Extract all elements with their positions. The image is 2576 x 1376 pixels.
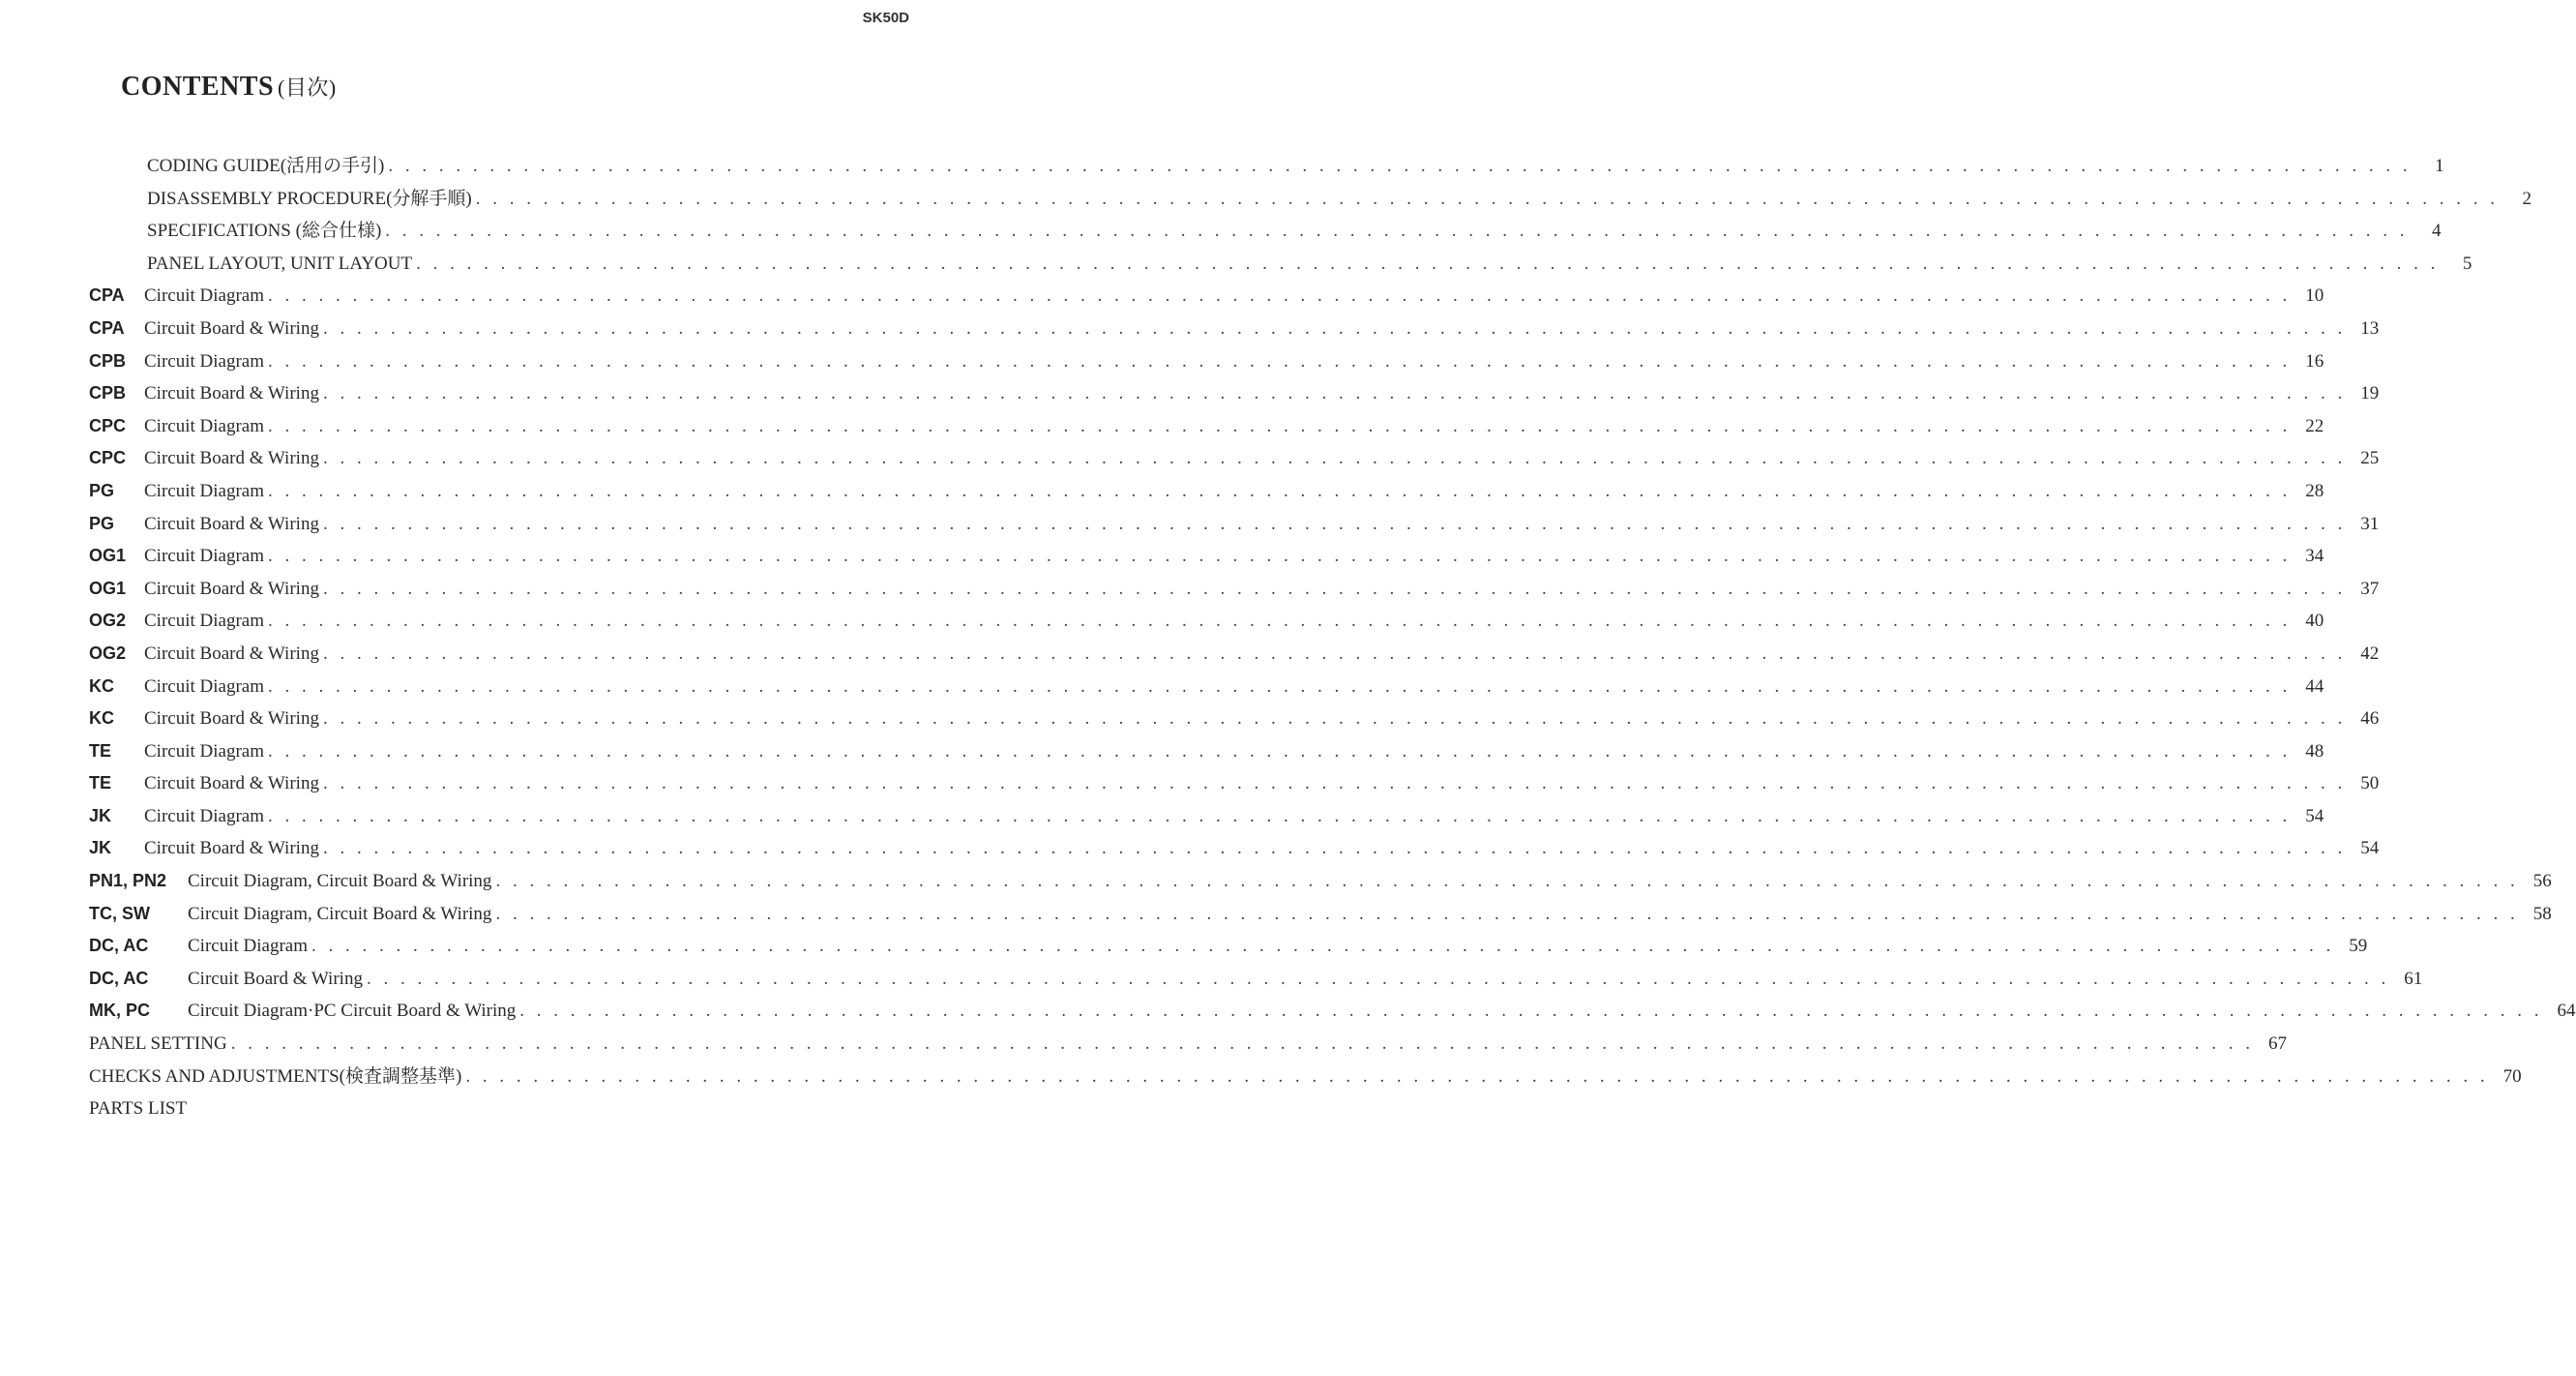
toc-entry[interactable] [89, 865, 2552, 898]
toc-entry-page: 22 [2305, 415, 2324, 436]
toc-entry-page: 54 [2360, 838, 2380, 859]
toc-entry-page: 67 [2267, 1033, 2287, 1055]
toc-entry-code: KC [89, 675, 114, 696]
toc-entry-label: Circuit Diagram, Circuit Board & Wiring [188, 871, 492, 892]
toc-entry-page: 28 [2305, 480, 2324, 501]
toc-entry-code: MK, PC [89, 1001, 150, 1021]
toc-entry-code: TE [89, 773, 112, 793]
dot-leader: . . . . . . . . . . . . . . . . . . . . . . . . . . . . . . . . . . . . . . . . . . . . . . . . . . . . . . . . . . . . . . . . . . . . . . . . . . . . . . . . . . . . . . . . . . . . . . . . . . . . . . . . . . . . . . . . . . . . . . . . [465, 1065, 2489, 1087]
title-japanese: (目次) [278, 75, 337, 100]
toc-entry-label: Circuit Diagram [144, 611, 264, 632]
toc-entry[interactable] [89, 573, 2380, 606]
toc-entry-page: 10 [2305, 285, 2324, 307]
toc-entry-page: 44 [2305, 675, 2324, 697]
toc-entry-label: Circuit Diagram·PC Circuit Board & Wiring [188, 1001, 517, 1022]
toc-entry[interactable] [89, 963, 2423, 996]
toc-entry-code: OG2 [89, 611, 127, 631]
toc-entry-label: Circuit Board & Wiring [144, 708, 319, 730]
dot-leader: . . . . . . . . . . . . . . . . . . . . . . . . . . . . . . . . . . . . . . . . . . . . . . . . . . . . . . . . . . . . . . . . . . . . . . . . . . . . . . . . . . . . . . . . . . . . . . . . . . . . . . . . . . . . . . . . . . . . . . . . [230, 1033, 2254, 1055]
toc-entry-page: 31 [2360, 513, 2380, 534]
toc-entry-label: Circuit Diagram [144, 740, 264, 762]
dot-leader: . . . . . . . . . . . . . . . . . . . . . . . . . . . . . . . . . . . . . . . . . . . . . . . . . . . . . . . . . . . . . . . . . . . . . . . . . . . . . . . . . . . . . . . . . . . . . . . . . . . . . . . . . . . . . . . . . . . . . . . . [322, 513, 2347, 534]
toc-entry-code: OG1 [89, 546, 127, 566]
toc-entry-page: 25 [2360, 448, 2380, 469]
dot-leader: . . . . . . . . . . . . . . . . . . . . . . . . . . . . . . . . . . . . . . . . . . . . . . . . . . . . . . . . . . . . . . . . . . . . . . . . . . . . . . . . . . . . . . . . . . . . . . . . . . . . . . . . . . . . . . . . . . . . . . . . [519, 1001, 2543, 1022]
dot-leader: . . . . . . . . . . . . . . . . . . . . . . . . . . . . . . . . . . . . . . . . . . . . . . . . . . . . . . . . . . . . . . . . . . . . . . . . . . . . . . . . . . . . . . . . . . . . . . . . . . . . . . . . . . . . . . . . . . . . . . . . [495, 871, 2519, 892]
toc-entry[interactable] [89, 735, 2324, 768]
dot-leader: . . . . . . . . . . . . . . . . . . . . . . . . . . . . . . . . . . . . . . . . . . . . . . . . . . . . . . . . . . . . . . . . . . . . . . . . . . . . . . . . . . . . . . . . . . . . . . . . . . . . . . . . . . . . . . . . . . . . . . . . [322, 643, 2347, 664]
toc-entry-page: 42 [2360, 643, 2380, 664]
toc-entry[interactable] [89, 377, 2380, 410]
toc-entry-code: CPB [89, 350, 127, 371]
toc-entry-page: 58 [2532, 903, 2552, 924]
toc-entry-label: Circuit Diagram [144, 675, 264, 697]
dot-leader: . . . . . . . . . . . . . . . . . . . . . . . . . . . . . . . . . . . . . . . . . . . . . . . . . . . . . . . . . . . . . . . . . . . . . . . . . . . . . . . . . . . . . . . . . . . . . . . . . . . . . . . . . . . . . . . . . . . . . . . . [388, 156, 2412, 176]
toc-entry-code: PG [89, 513, 115, 533]
toc-entry-code: TE [89, 740, 112, 761]
toc-entry[interactable] [89, 183, 2532, 216]
dot-leader: . . . . . . . . . . . . . . . . . . . . . . . . . . . . . . . . . . . . . . . . . . . . . . . . . . . . . . . . . . . . . . . . . . . . . . . . . . . . . . . . . . . . . . . . . . . . . . . . . . . . . . . . . . . . . . . . . . . . . . . . [322, 448, 2347, 469]
toc-entry-label: Circuit Board & Wiring [188, 968, 363, 989]
dot-leader: . . . . . . . . . . . . . . . . . . . . . . . . . . . . . . . . . . . . . . . . . . . . . . . . . . . . . . . . . . . . . . . . . . . . . . . . . . . . . . . . . . . . . . . . . . . . . . . . . . . . . . . . . . . . . . . . . . . . . . . . [268, 480, 2292, 501]
toc-entry[interactable] [89, 832, 2380, 865]
toc-entry-code: CPB [89, 383, 127, 404]
dot-leader: . . . . . . . . . . . . . . . . . . . . . . . . . . . . . . . . . . . . . . . . . . . . . . . . . . . . . . . . . . . . . . . . . . . . . . . . . . . . . . . . . . . . . . . . . . . . . . . . . . . . . . . . . . . . . . . . . . . . . . . . [268, 805, 2292, 826]
toc-entry-code: PN1, PN2 [89, 871, 167, 891]
toc-entry-label: DISASSEMBLY PROCEDURE(分解手順) [147, 188, 472, 209]
toc-entry[interactable] [89, 605, 2324, 638]
toc-entry-label: Circuit Board & Wiring [144, 448, 319, 469]
toc-entry-code: OG2 [89, 643, 127, 663]
toc-entry-label: PANEL LAYOUT, UNIT LAYOUT [147, 253, 413, 274]
toc-entry[interactable] [89, 540, 2324, 573]
toc-entry[interactable] [89, 345, 2324, 378]
dot-leader: . . . . . . . . . . . . . . . . . . . . . . . . . . . . . . . . . . . . . . . . . . . . . . . . . . . . . . . . . . . . . . . . . . . . . . . . . . . . . . . . . . . . . . . . . . . . . . . . . . . . . . . . . . . . . . . . . . . . . . . . [268, 285, 2292, 307]
toc-entry-label: Circuit Diagram, Circuit Board & Wiring [188, 903, 492, 924]
table-of-contents [89, 150, 2576, 1125]
toc-entry[interactable] [89, 442, 2380, 475]
toc-entry-code: JK [89, 838, 112, 858]
dot-leader: . . . . . . . . . . . . . . . . . . . . . . . . . . . . . . . . . . . . . . . . . . . . . . . . . . . . . . . . . . . . . . . . . . . . . . . . . . . . . . . . . . . . . . . . . . . . . . . . . . . . . . . . . . . . . . . . . . . . . . . . [416, 253, 2440, 274]
toc-entry[interactable] [89, 280, 2324, 313]
toc-entry[interactable] [89, 215, 2442, 248]
dot-leader: . . . . . . . . . . . . . . . . . . . . . . . . . . . . . . . . . . . . . . . . . . . . . . . . . . . . . . . . . . . . . . . . . . . . . . . . . . . . . . . . . . . . . . . . . . . . . . . . . . . . . . . . . . . . . . . . . . . . . . . . [268, 611, 2292, 632]
toc-entry-label: SPECIFICATIONS (総合仕様) [147, 221, 382, 242]
toc-entry-label: Circuit Diagram [144, 546, 264, 567]
toc-entry-page: 1 [2435, 156, 2444, 176]
toc-entry-label: Circuit Diagram [188, 936, 308, 957]
dot-leader: . . . . . . . . . . . . . . . . . . . . . . . . . . . . . . . . . . . . . . . . . . . . . . . . . . . . . . . . . . . . . . . . . . . . . . . . . . . . . . . . . . . . . . . . . . . . . . . . . . . . . . . . . . . . . . . . . . . . . . . . [385, 221, 2409, 242]
dot-leader: . . . . . . . . . . . . . . . . . . . . . . . . . . . . . . . . . . . . . . . . . . . . . . . . . . . . . . . . . . . . . . . . . . . . . . . . . . . . . . . . . . . . . . . . . . . . . . . . . . . . . . . . . . . . . . . . . . . . . . . . [322, 773, 2347, 794]
toc-entry-label: Circuit Board & Wiring [144, 578, 319, 599]
dot-leader: . . . . . . . . . . . . . . . . . . . . . . . . . . . . . . . . . . . . . . . . . . . . . . . . . . . . . . . . . . . . . . . . . . . . . . . . . . . . . . . . . . . . . . . . . . . . . . . . . . . . . . . . . . . . . . . . . . . . . . . . [268, 675, 2292, 697]
toc-entry-page: 48 [2305, 740, 2324, 762]
toc-entry[interactable] [89, 150, 2444, 183]
toc-entry-label: Circuit Board & Wiring [144, 513, 319, 534]
dot-leader: . . . . . . . . . . . . . . . . . . . . . . . . . . . . . . . . . . . . . . . . . . . . . . . . . . . . . . . . . . . . . . . . . . . . . . . . . . . . . . . . . . . . . . . . . . . . . . . . . . . . . . . . . . . . . . . . . . . . . . . . [322, 838, 2347, 859]
toc-entry[interactable] [89, 1028, 2287, 1061]
toc-entry-page: 16 [2305, 350, 2324, 372]
page-title [121, 72, 337, 103]
toc-entry-page: 59 [2349, 936, 2368, 957]
toc-entry-label: PARTS LIST [89, 1098, 188, 1120]
toc-entry[interactable] [89, 995, 2576, 1028]
toc-entry-label: Circuit Diagram [144, 350, 264, 372]
toc-entry-label: PANEL SETTING [89, 1033, 227, 1055]
toc-entry[interactable] [89, 671, 2324, 703]
dot-leader: . . . . . . . . . . . . . . . . . . . . . . . . . . . . . . . . . . . . . . . . . . . . . . . . . . . . . . . . . . . . . . . . . . . . . . . . . . . . . . . . . . . . . . . . . . . . . . . . . . . . . . . . . . . . . . . . . . . . . . . . [322, 708, 2347, 730]
dot-leader: . . . . . . . . . . . . . . . . . . . . . . . . . . . . . . . . . . . . . . . . . . . . . . . . . . . . . . . . . . . . . . . . . . . . . . . . . . . . . . . . . . . . . . . . . . . . . . . . . . . . . . . . . . . . . . . . . . . . . . . . [322, 578, 2347, 599]
toc-entry-label: CHECKS AND ADJUSTMENTS(検査調整基準) [89, 1065, 462, 1087]
toc-entry-label: Circuit Board & Wiring [144, 383, 319, 404]
dot-leader: . . . . . . . . . . . . . . . . . . . . . . . . . . . . . . . . . . . . . . . . . . . . . . . . . . . . . . . . . . . . . . . . . . . . . . . . . . . . . . . . . . . . . . . . . . . . . . . . . . . . . . . . . . . . . . . . . . . . . . . . [475, 188, 2499, 209]
toc-entry[interactable] [89, 930, 2368, 963]
dot-leader: . . . . . . . . . . . . . . . . . . . . . . . . . . . . . . . . . . . . . . . . . . . . . . . . . . . . . . . . . . . . . . . . . . . . . . . . . . . . . . . . . . . . . . . . . . . . . . . . . . . . . . . . . . . . . . . . . . . . . . . . [268, 740, 2292, 762]
toc-entry[interactable] [89, 248, 2472, 281]
toc-entry-code: JK [89, 805, 112, 825]
toc-entry-label: Circuit Board & Wiring [144, 643, 319, 664]
toc-entry-page: 56 [2532, 871, 2552, 892]
toc-entry-page: 19 [2360, 383, 2380, 404]
toc-entry-code: PG [89, 480, 115, 500]
toc-entry[interactable] [89, 703, 2380, 735]
dot-leader: . . . . . . . . . . . . . . . . . . . . . . . . . . . . . . . . . . . . . . . . . . . . . . . . . . . . . . . . . . . . . . . . . . . . . . . . . . . . . . . . . . . . . . . . . . . . . . . . . . . . . . . . . . . . . . . . . . . . . . . . [322, 317, 2347, 339]
dot-leader: . . . . . . . . . . . . . . . . . . . . . . . . . . . . . . . . . . . . . . . . . . . . . . . . . . . . . . . . . . . . . . . . . . . . . . . . . . . . . . . . . . . . . . . . . . . . . . . . . . . . . . . . . . . . . . . . . . . . . . . . [495, 903, 2519, 924]
toc-entry-label: Circuit Board & Wiring [144, 317, 319, 339]
dot-leader: . . . . . . . . . . . . . . . . . . . . . . . . . . . . . . . . . . . . . . . . . . . . . . . . . . . . . . . . . . . . . . . . . . . . . . . . . . . . . . . . . . . . . . . . . . . . . . . . . . . . . . . . . . . . . . . . . . . . . . . . [322, 383, 2347, 404]
toc-entry-page: 46 [2360, 708, 2380, 730]
toc-entry-code: TC, SW [89, 903, 150, 923]
model-number: SK50D [862, 10, 909, 26]
toc-entry[interactable] [89, 1061, 2522, 1093]
toc-entry-label: Circuit Diagram [144, 805, 264, 826]
toc-entry-page: 37 [2360, 578, 2380, 599]
toc-entry-code: CPA [89, 317, 125, 338]
toc-entry-page: 34 [2305, 546, 2324, 567]
toc-entry[interactable] [89, 410, 2324, 443]
toc-entry-page: 70 [2502, 1065, 2522, 1087]
dot-leader: . . . . . . . . . . . . . . . . . . . . . . . . . . . . . . . . . . . . . . . . . . . . . . . . . . . . . . . . . . . . . . . . . . . . . . . . . . . . . . . . . . . . . . . . . . . . . . . . . . . . . . . . . . . . . . . . . . . . . . . . [268, 415, 2292, 436]
toc-entry[interactable] [89, 508, 2380, 541]
toc-entry-page: 13 [2360, 317, 2380, 339]
title-main: CONTENTS [121, 72, 275, 102]
toc-entry[interactable] [89, 800, 2324, 833]
toc-entry-page: 4 [2432, 221, 2442, 242]
toc-entry[interactable] [89, 767, 2380, 800]
toc-entry-page: 2 [2522, 188, 2532, 209]
toc-entry-code: CPC [89, 415, 127, 435]
toc-entry-label: Circuit Diagram [144, 285, 264, 307]
toc-entry-page: 5 [2462, 253, 2472, 274]
toc-entry-code: DC, AC [89, 936, 149, 956]
toc-entry-code: DC, AC [89, 968, 149, 988]
toc-entry-page: 61 [2404, 968, 2423, 989]
toc-entry[interactable] [89, 475, 2324, 508]
toc-entry[interactable] [89, 638, 2380, 671]
toc-entry-page: 64 [2557, 1001, 2576, 1022]
toc-entry-page: 40 [2305, 611, 2324, 632]
toc-entry-label: Circuit Diagram [144, 480, 264, 501]
dot-leader: . . . . . . . . . . . . . . . . . . . . . . . . . . . . . . . . . . . . . . . . . . . . . . . . . . . . . . . . . . . . . . . . . . . . . . . . . . . . . . . . . . . . . . . . . . . . . . . . . . . . . . . . . . . . . . . . . . . . . . . . [366, 968, 2390, 989]
toc-entry-page: 50 [2360, 773, 2380, 794]
toc-entry-page: 54 [2305, 805, 2324, 826]
toc-entry-code: KC [89, 708, 114, 729]
dot-leader: . . . . . . . . . . . . . . . . . . . . . . . . . . . . . . . . . . . . . . . . . . . . . . . . . . . . . . . . . . . . . . . . . . . . . . . . . . . . . . . . . . . . . . . . . . . . . . . . . . . . . . . . . . . . . . . . . . . . . . . . [311, 936, 2335, 957]
toc-entry-label: Circuit Board & Wiring [144, 838, 319, 859]
toc-entry-code: OG1 [89, 578, 127, 598]
toc-entry[interactable] [89, 898, 2552, 931]
toc-entry[interactable] [89, 313, 2380, 345]
dot-leader: . . . . . . . . . . . . . . . . . . . . . . . . . . . . . . . . . . . . . . . . . . . . . . . . . . . . . . . . . . . . . . . . . . . . . . . . . . . . . . . . . . . . . . . . . . . . . . . . . . . . . . . . . . . . . . . . . . . . . . . . [268, 546, 2292, 567]
toc-entry-code: CPA [89, 285, 125, 306]
toc-entry-label: Circuit Diagram [144, 415, 264, 436]
dot-leader: . . . . . . . . . . . . . . . . . . . . . . . . . . . . . . . . . . . . . . . . . . . . . . . . . . . . . . . . . . . . . . . . . . . . . . . . . . . . . . . . . . . . . . . . . . . . . . . . . . . . . . . . . . . . . . . . . . . . . . . . [268, 350, 2292, 372]
toc-entry[interactable] [89, 1092, 858, 1125]
toc-entry-label: Circuit Board & Wiring [144, 773, 319, 794]
toc-entry-code: CPC [89, 448, 127, 468]
toc-entry-label: CODING GUIDE(活用の手引) [147, 156, 385, 176]
